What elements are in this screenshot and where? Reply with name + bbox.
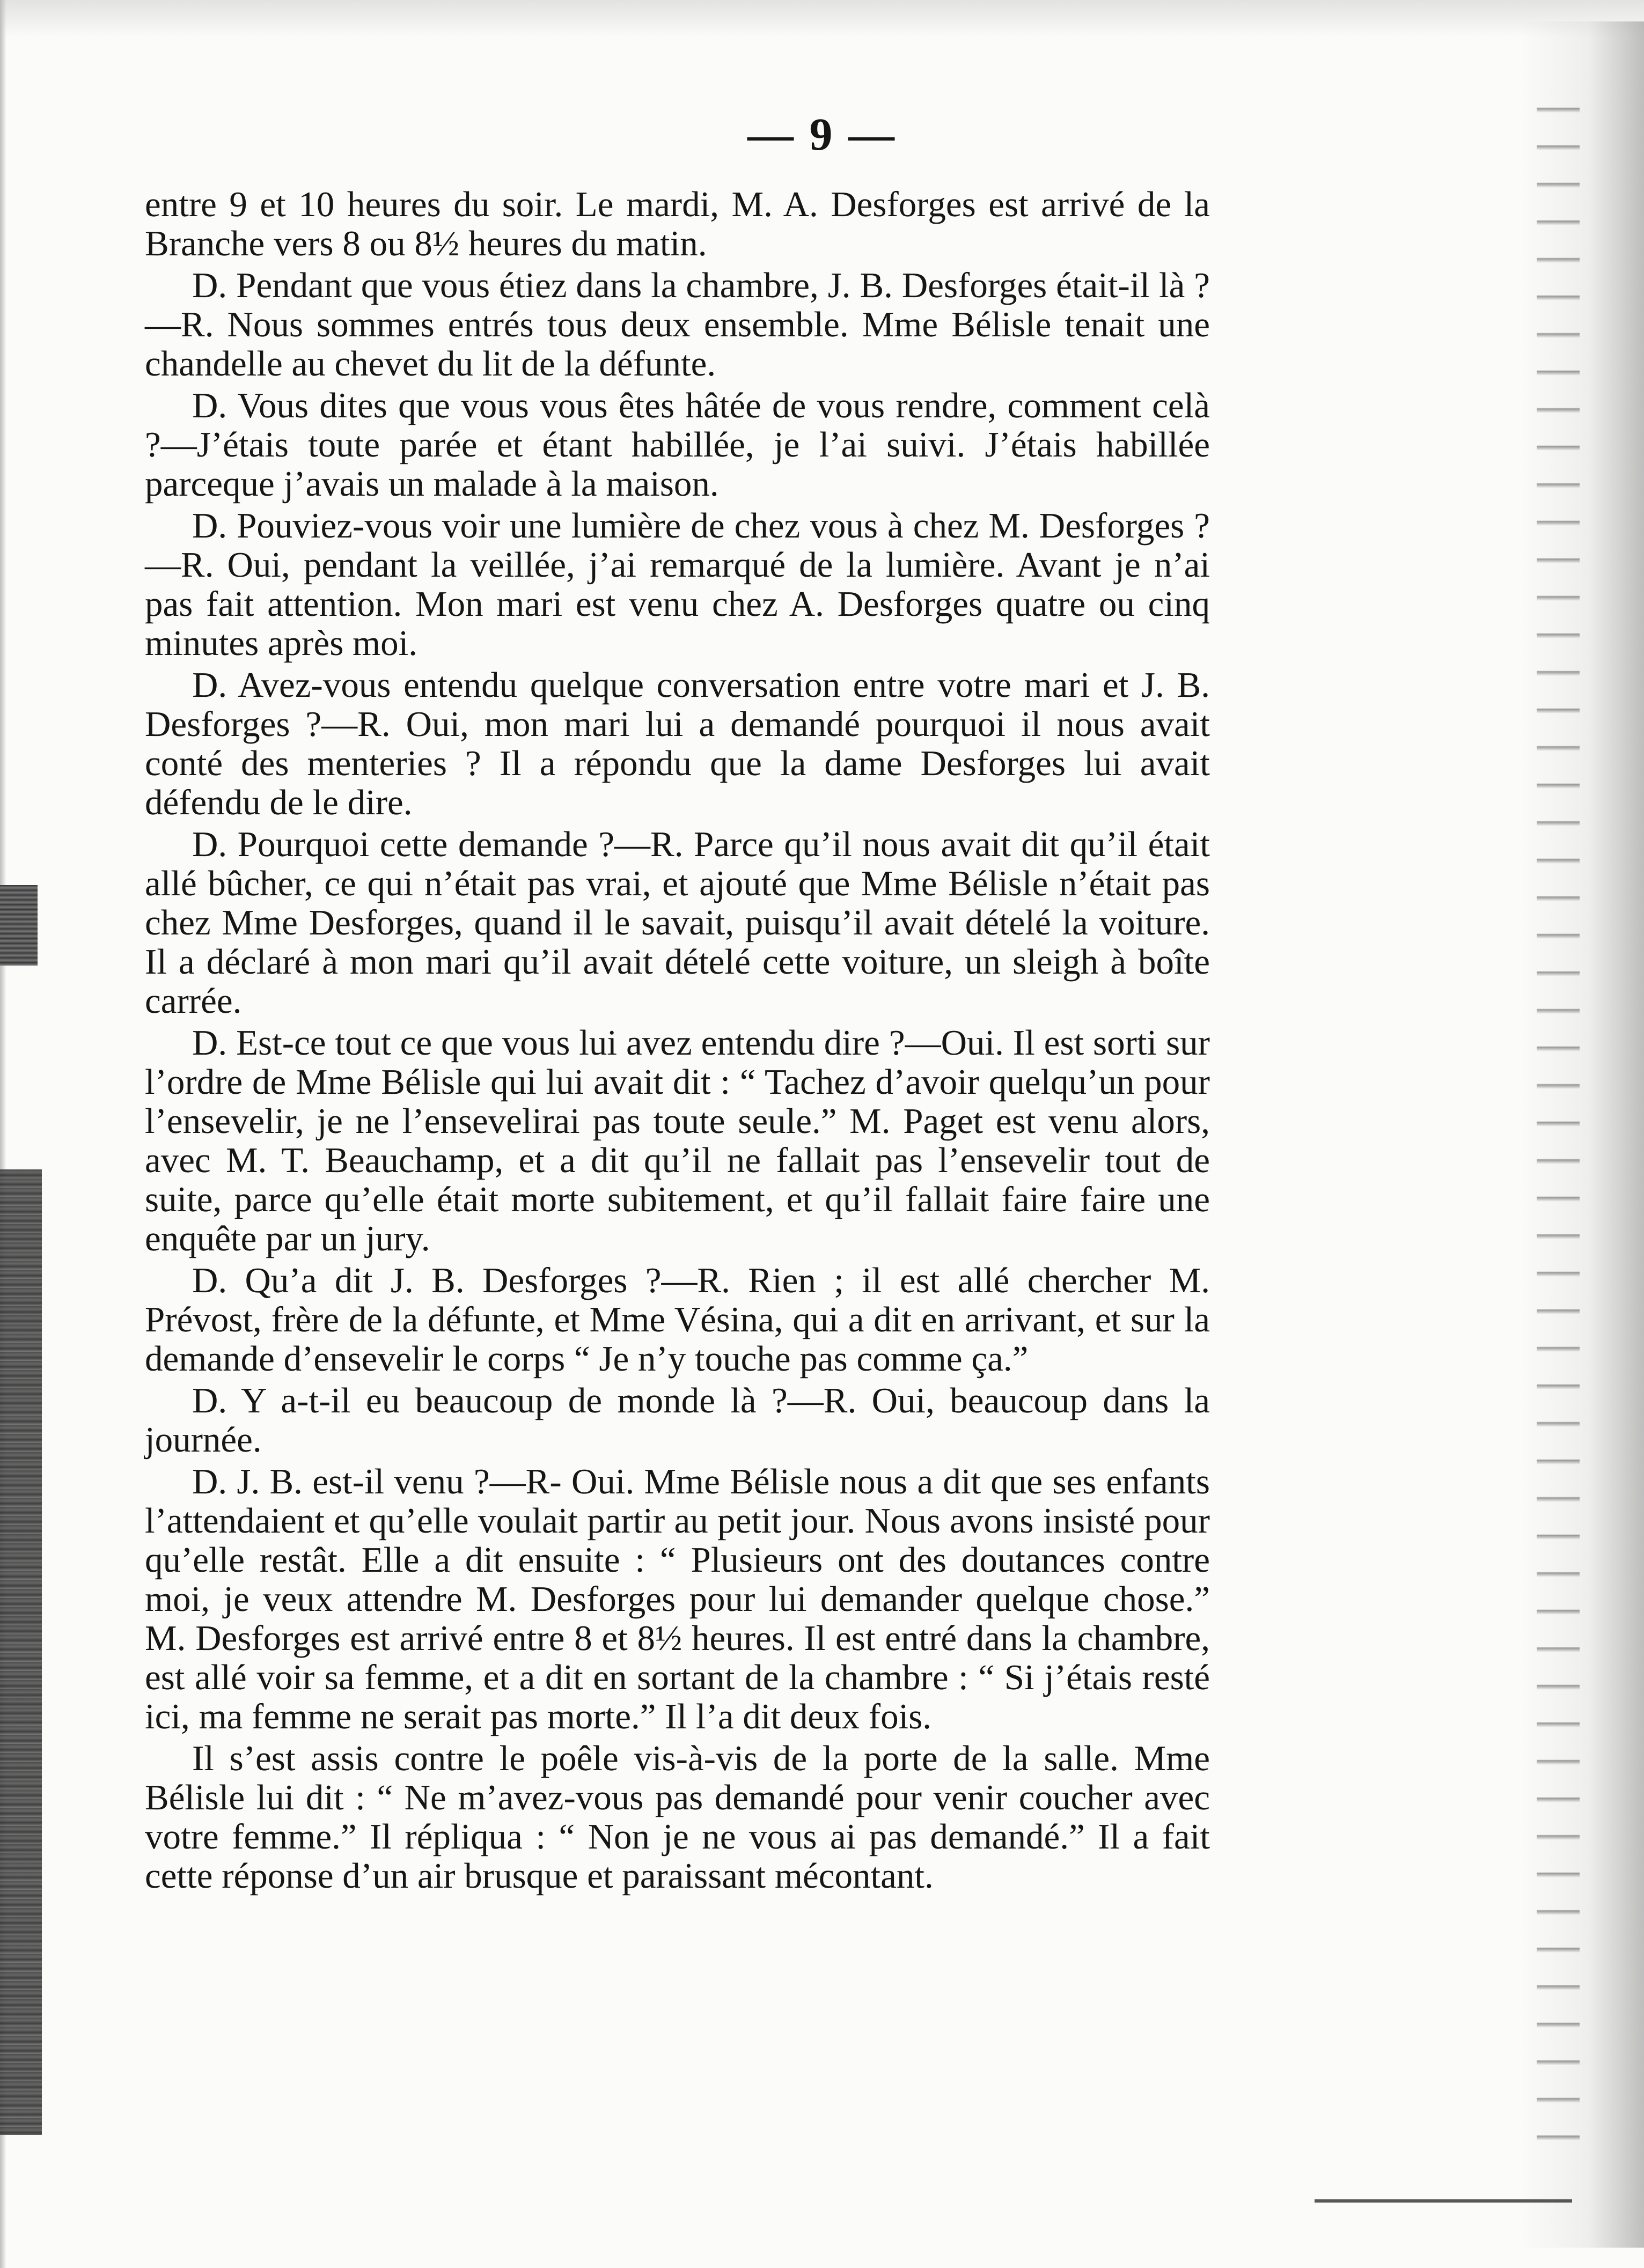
scan-binding-strip	[0, 1169, 42, 2135]
paragraph: D. Qu’a dit J. B. Desforges ?—R. Rien ; il est allé chercher M. Prévost, frère de la défunte, et Mme Vésina, qui a dit en arrivant, et sur la demande d’ensevelir le corps “ Je n’y touche pas comme ça.”	[145, 1261, 1210, 1379]
paragraph: D. Est-ce tout ce que vous lui avez entendu dire ?—Oui. Il est sorti sur l’ordre de Mme Bélisle qui lui avait dit : “ Tachez d’avoir quelqu’un pour l’ensevelir, je ne l’ensevelirai pas toute seule.” M. Paget est venu alors, avec M. T. Beauchamp, et a dit qu’il ne fallait pas l’ensevelir tout de suite, parce qu’elle était morte subitement, et qu’il fallait faire faire une enquête par un jury.	[145, 1023, 1210, 1258]
paragraph: D. Y a-t-il eu beaucoup de monde là ?—R. Oui, beaucoup dans la journée.	[145, 1381, 1210, 1460]
paragraph: D. Vous dites que vous vous êtes hâtée de vous rendre, comment celà ?—J’étais toute parée et étant habillée, je l’ai suivi. J’étais habillée parceque j’avais un malade à la maison.	[145, 386, 1210, 504]
paragraph: D. J. B. est-il venu ?—R- Oui. Mme Bélisle nous a dit que ses enfants l’attendaient et qu’elle voulait partir au petit jour. Nous avons insisté pour qu’elle restât. Elle a dit ensuite : “ Plusieurs ont des doutances contre moi, je veux attendre M. Desforges pour lui demander quelque chose.” M. Desforges est arrivé entre 8 et 8½ heures. Il est entré dans la chambre, est allé voir sa femme, et a dit en sortant de la chambre : “ Si j’étais resté ici, ma femme ne serait pas morte.” Il l’a dit deux fois.	[145, 1462, 1210, 1736]
body-text	[145, 185, 1210, 1898]
paragraph: D. Pendant que vous étiez dans la chambre, J. B. Desforges était-il là ?—R. Nous sommes entrés tous deux ensemble. Mme Bélisle tenait une chandelle au chevet du lit de la défunte.	[145, 266, 1210, 384]
scan-right-marks	[1537, 75, 1580, 2167]
scan-bottom-marks	[1315, 2162, 1572, 2203]
paragraph: Il s’est assis contre le poêle vis-à-vis de la porte de la salle. Mme Bélisle lui dit : “ Ne m’avez-vous pas demandé pour venir coucher avec votre femme.” Il répliqua : “ Non je ne vous ai pas demandé.” Il a fait cette réponse d’un air brusque et paraissant mécontant.	[145, 1739, 1210, 1896]
paragraph: entre 9 et 10 heures du soir. Le mardi, M. A. Desforges est arrivé de la Branche vers 8 ou 8½ heures du matin.	[145, 185, 1210, 263]
paragraph: D. Pouviez-vous voir une lumière de chez vous à chez M. Desforges ?—R. Oui, pendant la veillée, j’ai remarqué de la lumière. Avant je n’ai pas fait attention. Mon mari est venu chez A. Desforges quatre ou cinq minutes après moi.	[145, 506, 1210, 663]
scan-top-edge	[0, 0, 1644, 38]
page-number: — 9 —	[747, 108, 897, 160]
paragraph: D. Avez-vous entendu quelque conversation entre votre mari et J. B. Desforges ?—R. Oui, mon mari lui a demandé pourquoi il nous avait conté des menteries ? Il a répondu que la dame Desforges lui avait défendu de le dire.	[145, 665, 1210, 822]
paragraph: D. Pourquoi cette demande ?—R. Parce qu’il nous avait dit qu’il était allé bûcher, ce qui n’était pas vrai, et ajouté que Mme Bélisle n’était pas chez Mme Desforges, quand il le savait, puisqu’il avait dételé la voiture. Il a déclaré à mon mari qu’il avait dételé cette voiture, un sleigh à boîte carrée.	[145, 824, 1210, 1021]
scan-binding-mark	[0, 885, 38, 966]
